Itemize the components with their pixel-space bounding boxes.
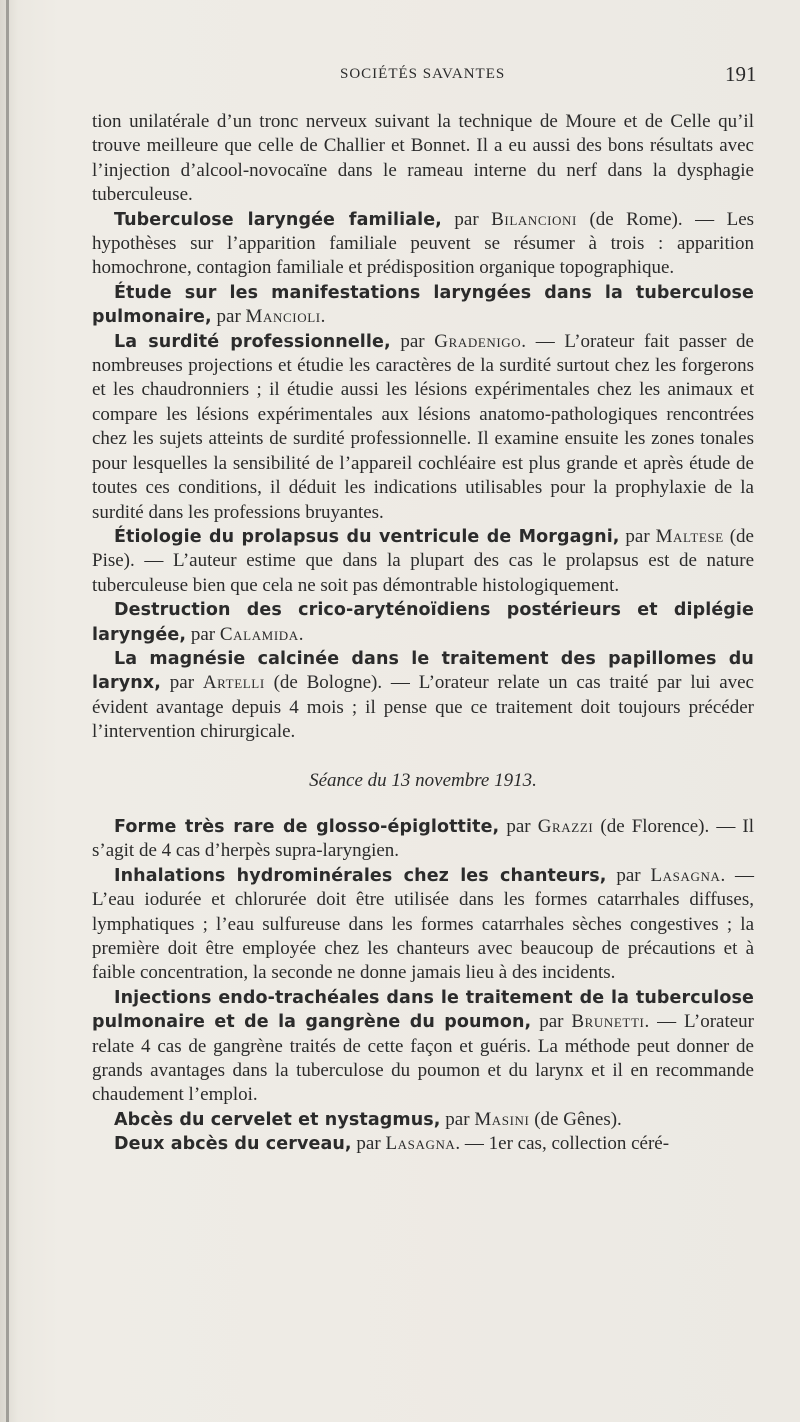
entry-author: Mancioli [245,306,321,328]
entry-text: (de Florence). — Il s’agit de 4 cas d’herpès supra-laryngien. [92,815,754,862]
entry-author: Lasagna [650,864,721,886]
entry-text: (de Pise). — L’auteur estime que dans la plupart des cas le prolapsus est de nature tuberculeuse bien que cela ne soit pas démontrable histologiquement. [92,525,754,596]
entry-injections-endo-tracheales [92,986,754,1108]
running-title: SOCIÉTÉS SAVANTES [340,66,506,82]
article-body [92,110,754,1157]
entry-title: Étiologie du prolapsus du ventricule de Morgagni, [114,526,620,547]
page-binding-edge [6,0,9,1422]
entry-title: La surdité professionnelle, [114,331,391,352]
entry-surdite-professionnelle [92,330,754,525]
entry-by: par [441,208,492,230]
entry-by: par [619,525,656,547]
entry-author: Artelli [202,672,265,694]
entry-abces-cervelet [92,1108,754,1132]
entry-text: . [298,623,304,645]
entry-author: Calamida [219,623,299,645]
entry-inhalations-hydrominerales [92,864,754,986]
page-header [0,62,800,92]
entry-by: par [499,815,538,837]
entry-text: (de Rome). — Les hypothèses sur l’apparition familiale peuvent se résumer à trois : apparition homochrone, contagion familiale et prédisposition organique topographique. [92,208,755,279]
entry-author: Gradenigo [434,330,522,352]
entry-author: Maltese [655,525,724,547]
entry-author: Brunetti [571,1011,645,1033]
entry-text: . — L’eau iodurée et chlorurée doit être utilisée dans les formes catarrhales diffuses, lymphatiques ; l’eau sulfureuse dans les formes catarrhales sèches congestives ; la première doit être employée chez les chanteurs avec beaucoup de précautions et à faible concentration, la seconde ne donne jamais lieu à des incidents. [92,864,755,984]
entry-glosso-epiglottite [92,815,754,864]
entry-text: (de Gênes). [529,1108,622,1130]
entry-by: par [211,306,246,328]
entry-author: Lasagna [385,1133,456,1155]
entry-title: Injections endo-trachéales dans le traitement de la tuberculose pulmonaire et de la gangrène du poumon, [92,987,754,1033]
entry-title: Destruction des crico-aryténoïdiens postérieurs et diplégie laryngée, [92,600,754,645]
entry-author: Bilancioni [491,208,577,230]
entry-by: par [160,672,203,694]
entry-magnesie-calcinee [92,647,754,745]
entry-crico-arytenoidiens [92,598,754,647]
entry-title: Inhalations hydrominérales chez les chanteurs, [114,865,607,886]
paragraph-continuation: tion unilatérale d’un tronc nerveux suivant la technique de Moure et de Celle qu’il trouve meilleure que celle de Challier et Bonnet. Il a eu aussi des bons résultats avec l’injection d’alcool-novocaïne dans le rameau interne du nerf dans la dysphagie tuberculeuse. [92,111,754,206]
entry-by: par [531,1011,572,1033]
entry-text: . — L’orateur fait passer de nombreuses projections et étudie les caractères de la surdité surtout chez les forgerons et les chaudronniers ; il étudie aussi les lésions expérimentales chez les animaux et compare les lésions expérimentales aux lésions anatomo-pathologiques rencontrées chez les sujets atteints de surdité professionnelle. Il examine ensuite les zones tonales pour lesquelles la sensibilité de l’appareil cochléaire est plus grande et après étude de toutes ces conditions, il déduit les indications utilisables pour la prophylaxie de la surdité dans les professions bruyantes. [92,330,754,523]
entry-title: Tuberculose laryngée familiale, [114,209,442,230]
entry-by: par [606,864,651,886]
entry-title: La magnésie calcinée dans le traitement des papillomes du larynx, [92,648,754,694]
entry-title: Deux abcès du cerveau, [114,1134,352,1155]
entry-by: par [351,1133,386,1155]
entry-abces-cerveau [92,1132,754,1156]
entry-text: . — 1er cas, collection céré- [455,1133,670,1155]
entry-tuberculose-laryngee [92,208,754,281]
entry-text: . [320,306,326,328]
entry-author: Grazzi [537,815,594,837]
entry-text: . — L’orateur relate 4 cas de gangrène traités de cette façon et guéris. La méthode peut donner de grands avantages dans la tuberculose du poumon et du larynx et il en recommande chaudement l’emploi. [92,1011,754,1106]
entry-title: Forme très rare de glosso-épiglottite, [114,816,500,837]
entry-by: par [390,330,435,352]
entry-prolapsus-ventricule [92,525,754,598]
page-number: 191 [725,62,757,86]
entry-manifestations-laryngees [92,281,754,330]
entry-title: Étude sur les manifestations laryngées dans la tuberculose pulmonaire, [92,282,754,328]
entry-by: par [186,623,220,645]
entry-author: Masini [474,1108,530,1130]
session-heading: Séance du 13 novembre 1913. [309,769,537,791]
entry-text: (de Bologne). — L’orateur relate un cas traité par lui avec évident avantage depuis 4 mois ; il pense que ce traitement doit toujours précéder l’intervention chirurgicale. [92,672,754,743]
entry-by: par [440,1108,475,1130]
entry-title: Abcès du cervelet et nystagmus, [114,1109,441,1130]
